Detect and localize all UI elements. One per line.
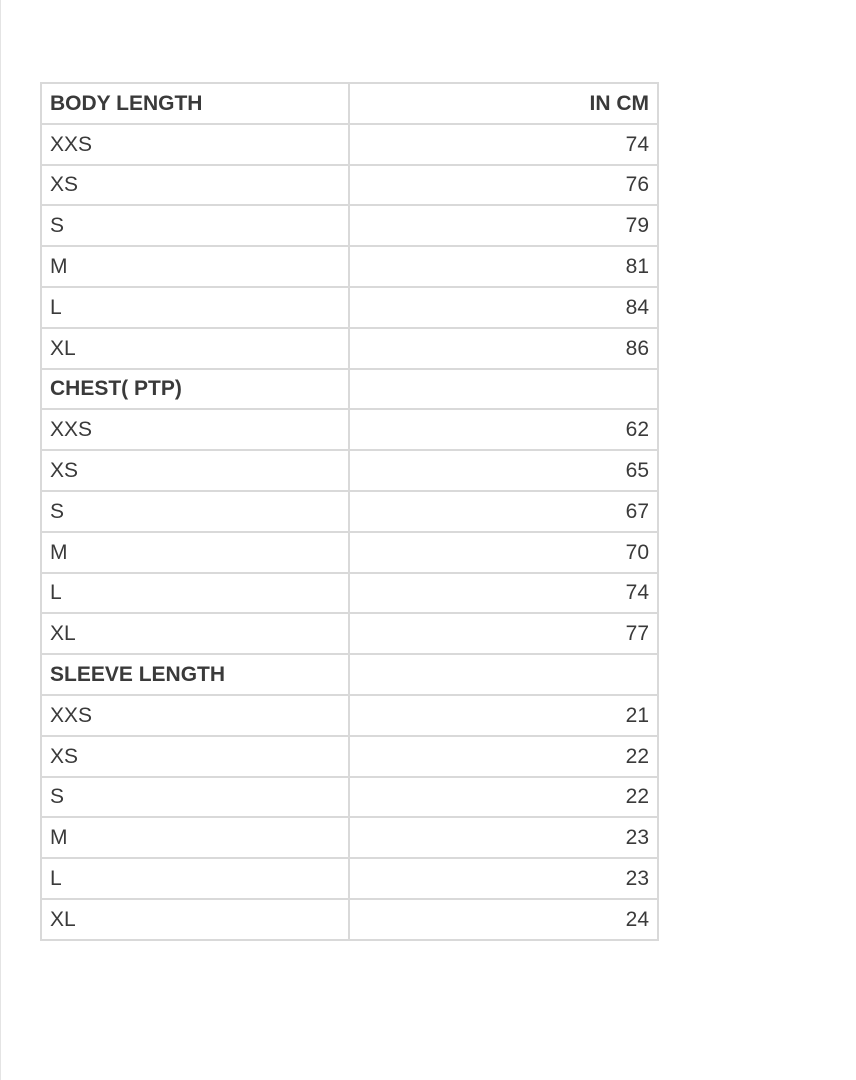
value-cell: 23 (349, 817, 658, 858)
chest-header-row (41, 369, 658, 410)
table-row (41, 450, 658, 491)
value-cell: 84 (349, 287, 658, 328)
table-row (41, 817, 658, 858)
size-cell: L (41, 858, 349, 899)
size-cell: XS (41, 736, 349, 777)
value-cell: 62 (349, 409, 658, 450)
size-cell: XS (41, 450, 349, 491)
value-cell: 65 (349, 450, 658, 491)
empty-cell (349, 654, 658, 695)
size-cell: M (41, 246, 349, 287)
value-cell: 79 (349, 205, 658, 246)
value-cell: 22 (349, 736, 658, 777)
table-row (41, 246, 658, 287)
page-left-border (0, 0, 1, 1080)
size-cell: S (41, 205, 349, 246)
size-cell: L (41, 287, 349, 328)
table-row (41, 736, 658, 777)
table-row (41, 328, 658, 369)
table-row (41, 124, 658, 165)
size-cell: XL (41, 613, 349, 654)
table-row (41, 532, 658, 573)
body-length-header-row (41, 83, 658, 124)
sleeve-length-header: SLEEVE LENGTH (41, 654, 349, 695)
table-row (41, 695, 658, 736)
sleeve-length-header-row (41, 654, 658, 695)
size-cell: M (41, 817, 349, 858)
size-chart-table (40, 82, 659, 941)
table-row (41, 491, 658, 532)
size-cell: XXS (41, 695, 349, 736)
chest-header: CHEST( PTP) (41, 369, 349, 410)
table-row (41, 409, 658, 450)
size-cell: M (41, 532, 349, 573)
value-cell: 77 (349, 613, 658, 654)
table-row (41, 205, 658, 246)
table-row (41, 613, 658, 654)
size-cell: L (41, 573, 349, 614)
value-cell: 74 (349, 573, 658, 614)
empty-cell (349, 369, 658, 410)
size-cell: S (41, 491, 349, 532)
table-row (41, 777, 658, 818)
body-length-header: BODY LENGTH (41, 83, 349, 124)
size-cell: S (41, 777, 349, 818)
size-cell: XXS (41, 409, 349, 450)
table-row (41, 287, 658, 328)
table-row (41, 165, 658, 206)
value-cell: 76 (349, 165, 658, 206)
value-cell: 74 (349, 124, 658, 165)
size-cell: XL (41, 328, 349, 369)
value-cell: 21 (349, 695, 658, 736)
table-row (41, 573, 658, 614)
value-cell: 67 (349, 491, 658, 532)
table-row (41, 858, 658, 899)
unit-header: IN CM (349, 83, 658, 124)
value-cell: 86 (349, 328, 658, 369)
value-cell: 24 (349, 899, 658, 940)
size-cell: XL (41, 899, 349, 940)
value-cell: 23 (349, 858, 658, 899)
size-cell: XXS (41, 124, 349, 165)
value-cell: 70 (349, 532, 658, 573)
value-cell: 22 (349, 777, 658, 818)
value-cell: 81 (349, 246, 658, 287)
table-row (41, 899, 658, 940)
size-cell: XS (41, 165, 349, 206)
